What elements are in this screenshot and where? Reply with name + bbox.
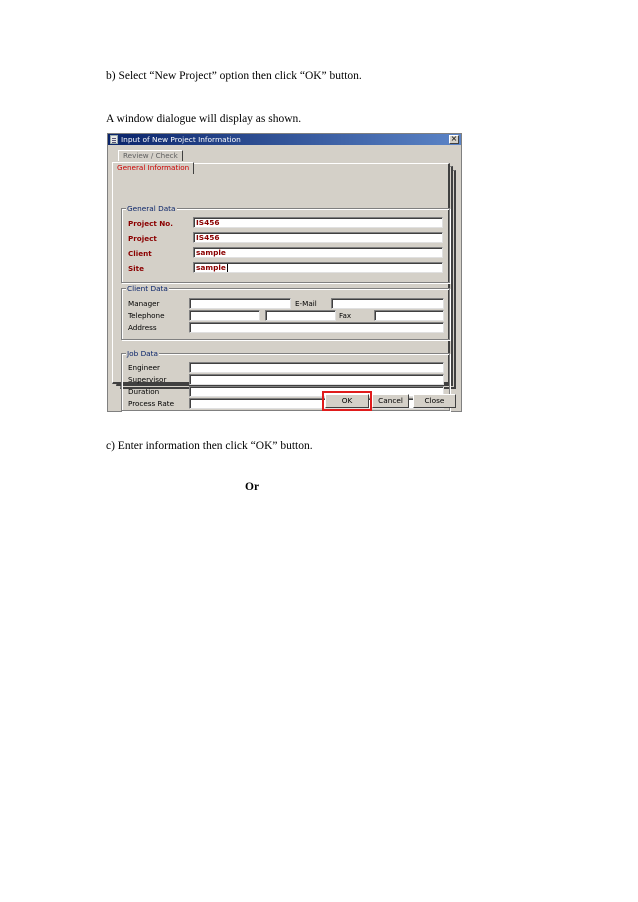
close-button[interactable]: Close <box>413 394 456 408</box>
tab-general-information[interactable]: General Information <box>112 162 194 174</box>
close-icon[interactable]: × <box>450 134 458 143</box>
text-caret <box>227 264 228 272</box>
document-icon <box>110 135 118 144</box>
engineer-label: Engineer <box>128 363 161 372</box>
email-label: E-Mail <box>295 299 317 308</box>
general-data-title: General Data <box>127 204 176 213</box>
project-no-input[interactable]: IS456 <box>193 217 443 228</box>
project-no-label: Project No. <box>128 219 173 228</box>
telephone-label: Telephone <box>128 311 165 320</box>
address-label: Address <box>128 323 157 332</box>
fax-label: Fax <box>339 311 352 320</box>
manager-input[interactable] <box>189 298 291 309</box>
dialog-title: Input of New Project Information <box>121 135 241 144</box>
email-input[interactable] <box>331 298 444 309</box>
fax-input[interactable] <box>374 310 444 321</box>
client-input[interactable]: sample <box>193 247 443 258</box>
supervisor-input[interactable] <box>189 374 444 385</box>
ok-button[interactable]: OK <box>325 394 369 408</box>
address-input[interactable] <box>189 322 444 333</box>
supervisor-label: Supervisor <box>128 375 167 384</box>
client-data-title: Client Data <box>127 284 168 293</box>
engineer-input[interactable] <box>189 362 444 373</box>
step-c-text: c) Enter information then click “OK” button. <box>106 440 313 452</box>
telephone-input-2[interactable] <box>265 310 336 321</box>
general-data-group <box>121 204 450 283</box>
new-project-dialog <box>107 133 462 412</box>
dialog-titlebar[interactable] <box>108 134 461 145</box>
manager-label: Manager <box>128 299 160 308</box>
tab-review-check[interactable]: Review / Check <box>118 150 183 161</box>
site-label: Site <box>128 264 144 273</box>
project-label: Project <box>128 234 157 243</box>
telephone-input[interactable] <box>189 310 260 321</box>
or-text: Or <box>245 481 260 493</box>
site-value: sample <box>196 263 226 272</box>
duration-label: Duration <box>128 387 160 396</box>
cancel-button[interactable]: Cancel <box>372 394 409 408</box>
client-label: Client <box>128 249 152 258</box>
site-input[interactable] <box>193 262 443 273</box>
dialog-caption: A window dialogue will display as shown. <box>106 113 302 125</box>
client-data-group <box>121 284 450 340</box>
project-input[interactable]: IS456 <box>193 232 443 243</box>
step-b-text: b) Select “New Project” option then click “OK” button. <box>106 70 362 82</box>
process-rate-label: Process Rate <box>128 399 175 408</box>
job-data-title: Job Data <box>127 349 158 358</box>
